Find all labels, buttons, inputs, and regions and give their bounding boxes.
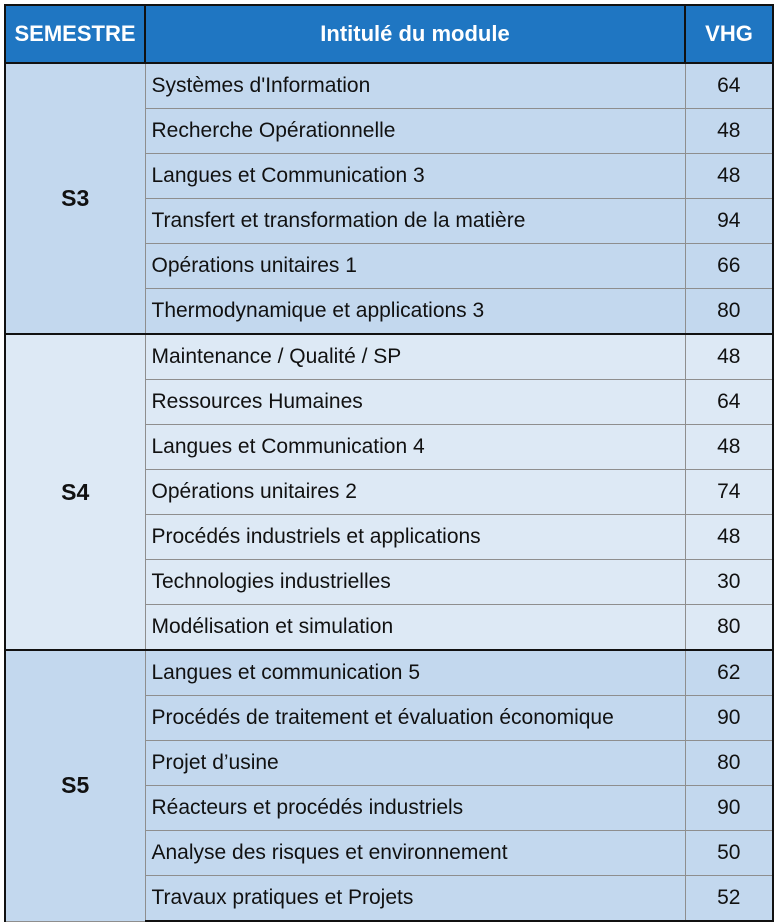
module-vhg: 90: [685, 696, 773, 741]
module-vhg: 48: [685, 109, 773, 154]
module-vhg: 66: [685, 244, 773, 289]
table-row: [5, 63, 773, 109]
module-vhg: 48: [685, 425, 773, 470]
module-vhg: 80: [685, 289, 773, 335]
module-vhg: 50: [685, 831, 773, 876]
module-name: Langues et Communication 3: [145, 154, 685, 199]
semester-cell: S4: [5, 334, 145, 650]
module-vhg: 64: [685, 63, 773, 109]
header-vhg: VHG: [685, 5, 773, 63]
module-vhg: 62: [685, 650, 773, 696]
module-name: Transfert et transformation de la matière: [145, 199, 685, 244]
module-name: Opérations unitaires 1: [145, 244, 685, 289]
header-row: [5, 5, 773, 63]
modules-table-container: [4, 4, 772, 922]
module-name: Recherche Opérationnelle: [145, 109, 685, 154]
module-vhg: 80: [685, 605, 773, 651]
module-name: Thermodynamique et applications 3: [145, 289, 685, 335]
module-vhg: 48: [685, 154, 773, 199]
module-vhg: 52: [685, 876, 773, 922]
module-name: Langues et communication 5: [145, 650, 685, 696]
semester-cell: S3: [5, 63, 145, 334]
modules-table: [4, 4, 774, 922]
module-vhg: 94: [685, 199, 773, 244]
module-name: Maintenance / Qualité / SP: [145, 334, 685, 380]
module-name: Modélisation et simulation: [145, 605, 685, 651]
header-intitule: Intitulé du module: [145, 5, 685, 63]
module-vhg: 64: [685, 380, 773, 425]
module-name: Projet d’usine: [145, 741, 685, 786]
semester-cell: S5: [5, 650, 145, 921]
module-vhg: 90: [685, 786, 773, 831]
module-name: Procédés industriels et applications: [145, 515, 685, 560]
module-vhg: 48: [685, 515, 773, 560]
module-name: Procédés de traitement et évaluation économique: [145, 696, 685, 741]
module-name: Langues et Communication 4: [145, 425, 685, 470]
module-vhg: 74: [685, 470, 773, 515]
module-vhg: 30: [685, 560, 773, 605]
module-name: Réacteurs et procédés industriels: [145, 786, 685, 831]
module-name: Technologies industrielles: [145, 560, 685, 605]
module-name: Analyse des risques et environnement: [145, 831, 685, 876]
module-name: Ressources Humaines: [145, 380, 685, 425]
module-name: Opérations unitaires 2: [145, 470, 685, 515]
module-name: Travaux pratiques et Projets: [145, 876, 685, 922]
module-name: Systèmes d'Information: [145, 63, 685, 109]
table-row: [5, 650, 773, 696]
module-vhg: 80: [685, 741, 773, 786]
table-row: [5, 334, 773, 380]
module-vhg: 48: [685, 334, 773, 380]
header-semestre: SEMESTRE: [5, 5, 145, 63]
